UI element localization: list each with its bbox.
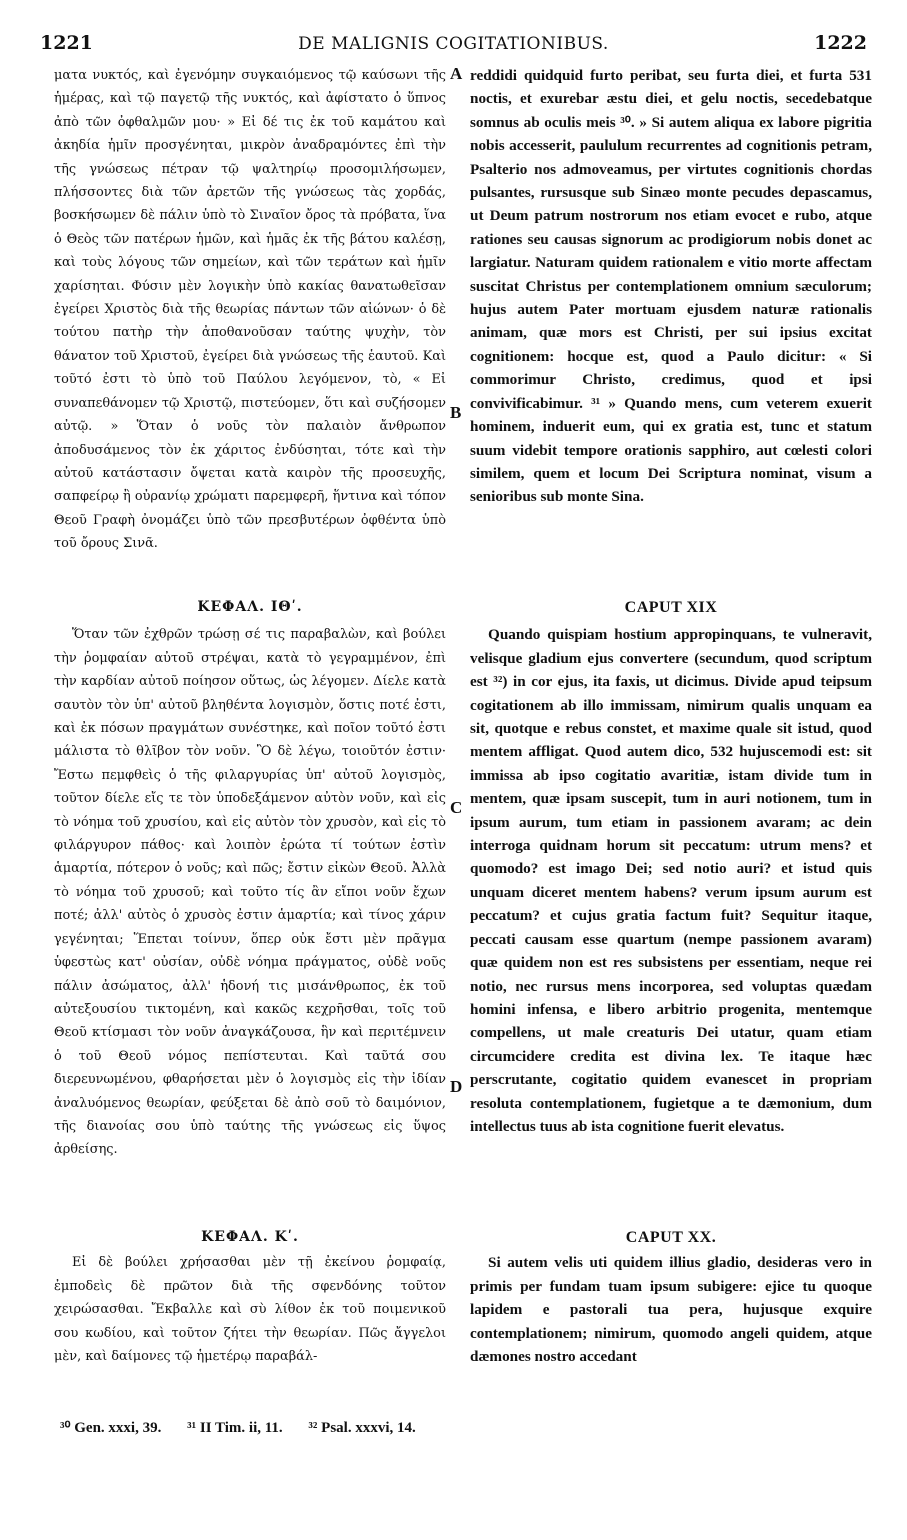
latin-chapter-20-heading: CAPUT XX. xyxy=(625,1229,717,1246)
greek-column-bottom xyxy=(54,1226,446,1376)
margin-marker-c: C xyxy=(450,798,463,817)
footnote: ³² Psal. xxxvi, 14. xyxy=(308,1420,416,1436)
footnote: ³¹ II Tim. ii, 11. xyxy=(187,1420,283,1436)
margin-marker-d: D xyxy=(450,1077,463,1096)
page-number-left: 1221 xyxy=(40,32,93,54)
greek-paragraph-1: ματα νυκτός, καὶ ἐγενόμην συγκαιόμενος τῷ καύσωνι τῆς ἡμέρας, καὶ τῷ παγετῷ τῆς νυκτός, καὶ ἀφίστατο ὁ ὕπνος ἀπὸ τῶν ὀφθαλμῶν μου· » Εἰ δέ τις ἐκ τοῦ καμάτου καὶ ἀκηδία ἡμῖν προσγένηται, μικρὸν ἀναδραμόντες ἐπὶ τὴν τῆς γνώσεως πέτραν τῷ ψαλτηρίῳ προσομιλήσωμεν, πλήσσοντες διὰ τῶν ἀρετῶν τῆς γνώσεως τὰς χορδάς, βοσκήσωμεν δὲ πάλιν ὑπὸ τὸ Σιναῖον ὄρος τὰ πρόβατα, ἵνα ὁ Θεὸς τῶν πατέρων ἡμῶν, καὶ ἡμᾶς ἐκ τῆς βάτου καλέσῃ, καὶ τοὺς λόγους τῶν σημείων, καὶ τῶν τεράτων καὶ ἡμῖν χαρίσηται. Φύσιν μὲν λογικὴν ὑπὸ κακίας θανατωθεῖσαν ἐγείρει Χριστὸς διὰ τῆς θεωρίας πάντων τῶν αἰώνων· ὁ δὲ τούτου πατὴρ τὴν ἀποθανοῦσαν ταύτης ψυχὴν, τὸν θάνατον τοῦ Χριστοῦ, ἐγείρει διὰ γνώσεως τῆς ἑαυτοῦ. Καὶ τοῦτό ἐστι τὸ ὑπὸ τοῦ Παύλου λεγόμενον, τὸ, « Εἰ συναπεθάνομεν τῷ Χριστῷ, πιστεύομεν, ὅτι καὶ συζήσομεν αὐτῷ. » Ὅταν ὁ νοῦς τὸν παλαιὸν ἄνθρωπον ἀποδυσάμενος τὸν ἐκ χάριτος ἐνδύσηται, τότε καὶ τὴν αὐτοῦ κατάστασιν ὄψεται κατὰ καιρὸν τῆς προσευχῆς, σαπφείρῳ ἢ οὐρανίῳ χρώματι παρεμφερῆ, ἥντινα καὶ τόπον Θεοῦ Γραφὴ ὀνομάζει ὑπὸ τῶν πρεσβυτέρων ὀφθέντα ὑπὸ τοῦ ὄρους Σινᾶ. xyxy=(54,68,446,552)
latin-column-top xyxy=(470,64,872,594)
latin-paragraph-1: reddidi quidquid furto peribat, seu furta diei, et furta 531 noctis, et exurebar æstu diei, et gelu noctis, secedebatque somnus ab oculis meis ³⁰. » Si autem aliqua ex labore pigritia nobis accesserit, paululum recurrentes ad cognitionis petram, Psalterio nos admoveamus, per virtutes cognitionis chordas pulsantes, rursusque sub Sinæo monte pecudes depascamus, ut Deum patrum nostrorum nos etiam evocet e rubo, atque rationes seu causas signorum ac prodigiorum nobis donet ac largiatur. Naturam quidem rationalem e vitio morte affectam suscitat Christus per contemplationem omnium sæculorum; hujus autem Pater mortuam ejusdem naturæ rationalis animam, quæ mors est Christi, per sui ipsius excitat cognitionem: hocque est, quod a Paulo dicitur: « Si commorimur Christo, credimus, quod et ipsi convivificabimur. ³¹ » Quando mens, cum veterem exuerit hominem, induerit eum, qui ex gratia est, tunc et statum suum videbit tempore orationis sapphiro, aut cœlesti colori similem, quem et locum Dei Scriptura nominat, visum a senioribus sub monte Sina. xyxy=(470,67,872,506)
greek-chapter-20-heading: ΚΕΦΑΛ. Κʹ. xyxy=(201,1229,299,1245)
running-title: DE MALIGNIS COGITATIONIBUS. xyxy=(298,34,609,54)
footnotes xyxy=(60,1418,438,1437)
greek-chapter-19-heading: ΚΕΦΑΛ. ΙΘʹ. xyxy=(197,599,303,615)
greek-column-middle xyxy=(54,596,446,1194)
latin-chapter-19-heading: CAPUT XIX xyxy=(624,599,718,616)
greek-column-top xyxy=(54,64,446,594)
latin-paragraph-3: Si autem velis uti quidem illius gladio, desideras vero in primis per fundam tuam ipsum subigere: ejice tu quoque lapidem e pastorali tua pera, hujusque exquire contemplationem; nimirum, quomodo angeli quidem, atque dæmones nostro accedant xyxy=(470,1254,872,1366)
footnote: ³⁰ Gen. xxxi, 39. xyxy=(60,1420,162,1436)
greek-paragraph-3: Εἰ δὲ βούλει χρήσασθαι μὲν τῇ ἐκείνου ῥομφαίᾳ, ἐμποδεὶς δὲ πρῶτον διὰ τῆς σφενδόνης τοῦτον χειρώσασθαι. Ἔκβαλλε καὶ σὺ λίθον ἐκ τοῦ ποιμενικοῦ σου κωδίου, καὶ τοῦτον ζήτει τὴν θεωρίαν. Πῶς ἄγγελοι μὲν, καὶ δαίμονες τῷ ἡμετέρῳ παραβάλ- xyxy=(54,1255,446,1365)
latin-paragraph-2: Quando quispiam hostium appropinquans, te vulneravit, velisque gladium ejus convertere (secundum, quod scriptum est ³²) in cor ejus, ita faxis, ut dicimus. Divide apud teipsum cogitationem ab illo immissam, nimirum qualis unquam ea sit, quotque e rebus constet, et maxime quale sit istud, quod mentem affligat. Quod autem dico, 532 hujuscemodi est: sit immissa ab ipso cogitatio avaritiæ, istam divide tum in mentem, quæ ipsam suscepit, tum in auri notionem, tum in ipsum aurum, tum etiam in passionem avaram; ac dein interroga quidnam horum sit peccatum: utrum mens? et quomodo? est imago Dei; sed notio auri? et istud quis unquam diceret mentem habens? verum ipsum aurum est peccatum? et cujus gratia factum fuit? Sequitur itaque, peccati causam esse quartum (nempe passionem avaram) quæ quidem non est res subsistens per essentiam, neque rei notio, nec rursus mens incorporea, sed voluptas quædam homini infensa, e libero arbitrio progenita, mentemque compellens, ut male creaturis Dei utatur, quam etiam circumcidere credita est divina lex. Te itaque hæc perscrutante, cogitatio quidem evanescet in propriam resoluta contemplationem, fugietque a te dæmonium, dum intellectus tuus ab ista cognitione fuerit elevatus. xyxy=(470,626,872,1135)
latin-column-bottom xyxy=(470,1226,872,1376)
margin-marker-a: A xyxy=(450,64,463,83)
running-header xyxy=(40,32,867,60)
greek-paragraph-2: Ὅταν τῶν ἐχθρῶν τρώσῃ σέ τις παραβαλὼν, καὶ βούλει τὴν ῥομφαίαν αὐτοῦ στρέψαι, κατὰ τὸ γεγραμμένον, ἐπὶ τὴν καρδίαν αὐτοῦ ποίησον οὕτως, ὡς λέγομεν. Δίελε κατὰ σαυτὸν τὸν ὑπ' αὐτοῦ βληθέντα λογισμὸν, ὅστις ποτέ ἐστι, καὶ ἐκ πόσων πραγμάτων συνέστηκε, καὶ ποῖον τοῦτό ἐστι μάλιστα τὸ θλῖβον τὸν νοῦν. Ὃ δὲ λέγω, τοιοῦτόν ἐστιν· Ἔστω πεμφθεὶς ὁ τῆς φιλαργυρίας ὑπ' αὐτοῦ λογισμὸς, τοῦτον δίελε εἴς τε τὸν ὑποδεξάμενον αὐτὸν νοῦν, καὶ εἰς τὸ νόημα τοῦ χρυσίου, καὶ εἰς αὐτὸν τὸν χρυσὸν, καὶ εἰς τὸ φιλάργυρον πάθος· καὶ λοιπὸν ἐρώτα τί τούτων ἐστὶν ἁμαρτία, πότερον ὁ νοῦς; καὶ πῶς; ἔστιν εἰκὼν Θεοῦ. Ἀλλὰ τὸ νόημα τοῦ χρυσοῦ; καὶ τοῦτο τίς ἂν εἴποι νοῦν ἔχων ποτέ; ἀλλ' αὐτὸς ὁ χρυσὸς ἐστιν ἁμαρτία; καὶ τίνος χάριν γεγένηται; Ἕπεται τοίνυν, ὅπερ οὐκ ἔστι μὲν πρᾶγμα ὑφεστὼς κατ' οὐσίαν, οὐδὲ νόημα πράγματος, οὐδὲ νοῦς πάλιν ἀσώματος, ἀλλ' ἡδονή τις μισάνθρωπος, ἐκ τοῦ αὐτεξουσίου τικτομένη, καὶ κακῶς κεχρῆσθαι, τοῖς τοῦ Θεοῦ κτίσμασι τὸν νοῦν ἀναγκάζουσα, ἣν καὶ περιτέμνειν ὁ τοῦ Θεοῦ νόμος πεπίστευται. Καὶ ταῦτά σου διερευνωμένου, φθαρήσεται μὲν ὁ λογισμὸς εἰς τὴν ἰδίαν ἀναλυόμενος θεωρίαν, φεύξεται δὲ ἀπὸ σοῦ τὸ δαιμόνιον, τῆς διανοίας σου ὑπὸ ταύτης τῆς γνώσεως εἰς ὕψος ἀρθείσης. xyxy=(54,627,446,1158)
page-number-right: 1222 xyxy=(814,32,867,54)
margin-marker-b: B xyxy=(450,403,462,422)
latin-column-middle xyxy=(470,596,872,1194)
